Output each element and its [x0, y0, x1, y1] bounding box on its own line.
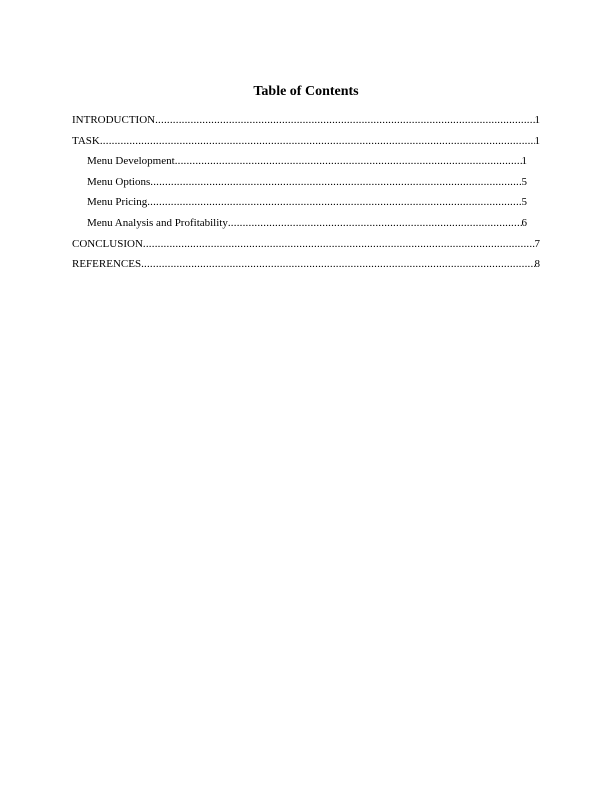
toc-entry-label: Menu Development: [87, 155, 175, 168]
table-of-contents: [72, 113, 542, 278]
toc-entry-page: 5: [521, 175, 527, 188]
toc-entry-label: INTRODUCTION: [72, 114, 156, 126]
toc-entry-page: 1: [521, 155, 527, 168]
toc-entry-menu-pricing[interactable]: [72, 195, 527, 216]
toc-entry-references[interactable]: [72, 257, 540, 278]
toc-dot-leader: [155, 113, 534, 127]
toc-entry-page: 5: [521, 196, 527, 209]
toc-entry-label: CONCLUSION: [72, 237, 143, 250]
toc-dot-leader: [175, 154, 522, 168]
toc-entry-page: 1: [534, 114, 540, 126]
toc-entry-page: 8: [534, 258, 540, 271]
toc-dot-leader: [228, 216, 522, 230]
toc-dot-leader: [141, 257, 534, 271]
toc-entry-conclusion[interactable]: [72, 237, 540, 258]
toc-entry-label: REFERENCES: [72, 258, 142, 271]
toc-entry-label: Menu Options: [87, 175, 151, 188]
toc-entry-page: 1: [534, 134, 540, 147]
toc-title: Table of Contents: [253, 84, 359, 99]
toc-entry-task[interactable]: [72, 134, 540, 155]
toc-entry-menu-development[interactable]: [72, 154, 527, 175]
toc-dot-leader: [150, 175, 521, 189]
toc-entry-label: TASK: [72, 134, 100, 147]
toc-entry-introduction[interactable]: [72, 113, 540, 134]
toc-entry-label: Menu Pricing: [87, 196, 148, 209]
toc-entry-label: Menu Analysis and Profitability: [87, 216, 228, 229]
toc-entry-menu-options[interactable]: [72, 175, 527, 196]
toc-entry-page: 7: [534, 237, 540, 250]
toc-entry-menu-analysis[interactable]: [72, 216, 527, 237]
toc-entry-page: 6: [521, 216, 527, 229]
toc-dot-leader: [147, 195, 521, 209]
toc-dot-leader: [143, 237, 535, 251]
toc-dot-leader: [100, 134, 535, 148]
